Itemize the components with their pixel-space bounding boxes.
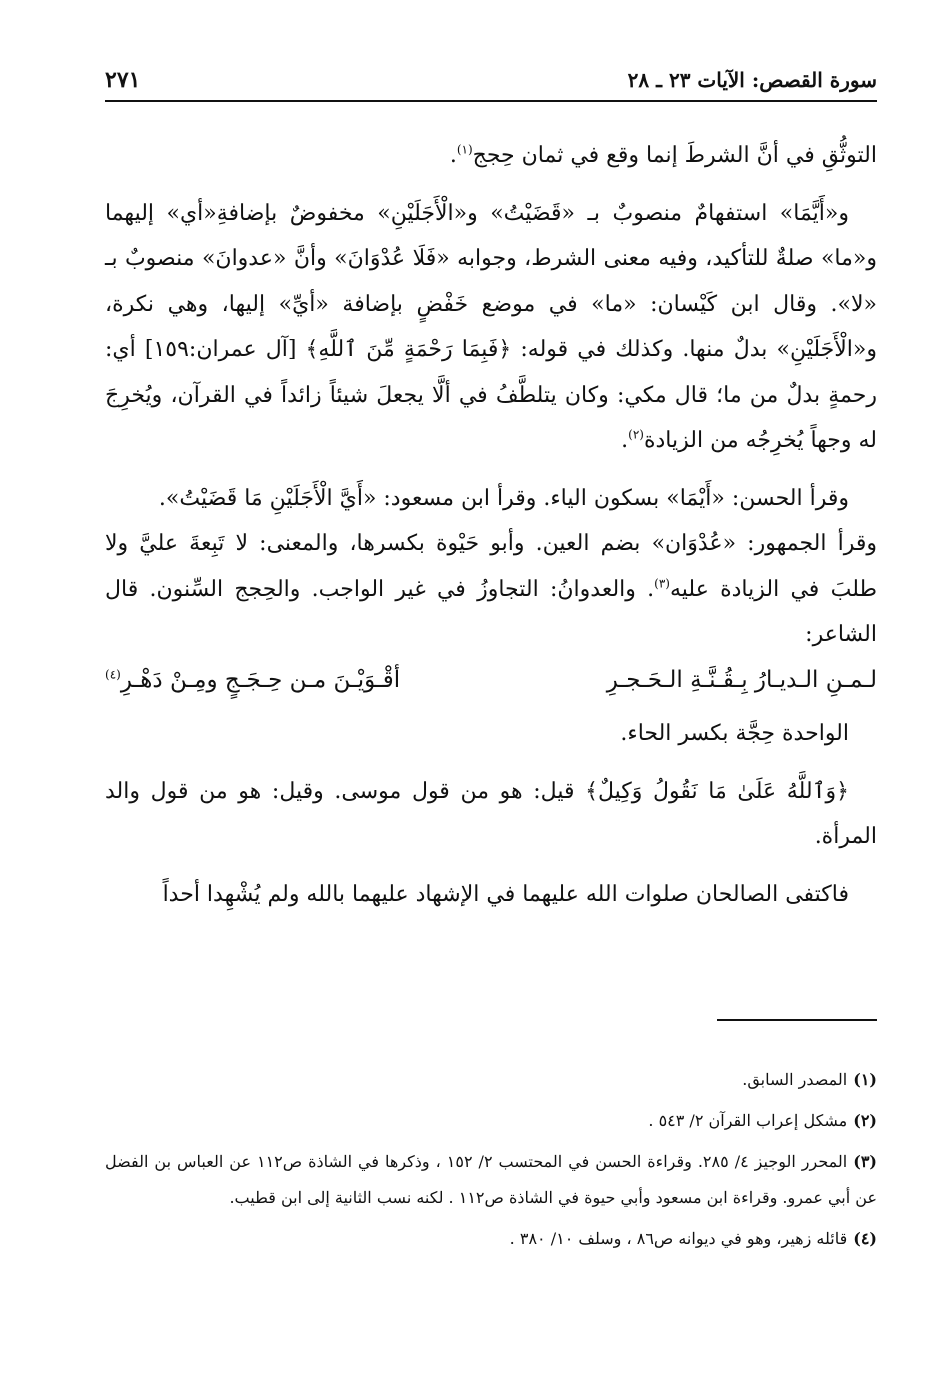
footnote-1	[105, 1062, 877, 1098]
paragraph-6: ﴿وَٱللَّهُ عَلَىٰ مَا نَقُولُ وَكِيلٌ﴾ قيل: هو من قول موسى. وقيل: هو من قول والد المرأة.	[105, 778, 877, 849]
footnote-ref-3: (٣)	[654, 576, 670, 591]
paragraph-1-end: .	[449, 143, 457, 168]
footnote-text: المصدر السابق.	[742, 1070, 848, 1089]
paragraph-4-text-b: . والعدوانُ: التجاوزُ في غير الواجب. والحِجج السِّنون. قال الشاعر:	[105, 576, 877, 647]
paragraph-4	[105, 521, 877, 658]
footnote-separator	[717, 1019, 877, 1021]
main-text	[105, 133, 877, 929]
footnote-text: المحرر الوجيز ٤/ ٢٨٥. وقراءة الحسن في المحتسب ٢/ ١٥٢ ، وذكرها في الشاذة ص١١٢ عن العباس بن الفضل عن أبي عمرو. وقراءة ابن مسعود وأبي حيوة في الشاذة ص١١٢ . لكنه نسب الثانية إلى ابن قطيب.	[105, 1152, 877, 1207]
footnote-text: قائله زهير، وهو في ديوانه ص٨٦ ، وسلف ١٠/ ٣٨٠ .	[509, 1229, 848, 1248]
footnote-2	[105, 1103, 877, 1139]
paragraph-2-end: .	[621, 428, 629, 453]
verse-hemistich-2: أقْـوَيْـنَ مـن حِـجَـجٍ ومِـنْ دَهْـرِ	[120, 666, 401, 693]
paragraph-2-text: و«أَيَّمَا» استفهامٌ منصوبٌ بـ «قَضَيْتُ» و«الْأَجَلَيْنِ» مخفوضٌ بإضافةِ«أي» إليهما و«ما» صلةٌ للتأكيد، وفيه معنى الشرط، وجوابه «فَلَا عُدْوَانَ» وأنَّ «عدوانَ» منصوبٌ بـ «لا». وقال ابن كَيْسان: «ما» في موضع خَفْضٍ بإضافة «أيِّ» إليها، وهي نكرة، و«الْأَجَلَيْنِ» بدلٌ منها. وكذلك في قوله: ﴿فَبِمَا رَحْمَةٍ مِّنَ ٱللَّهِ﴾ [آل عمران:١٥٩] أي: رحمةٍ بدلٌ من ما؛ قال مكي: وكان يتلطَّفُ في ألَّا يجعلَ شيئاً زائداً في القرآن، ويُخرِجَ له وجهاً يُخرِجُه من الزيادة	[105, 200, 877, 453]
poetry-verse	[105, 658, 877, 704]
footnote-ref-1: (١)	[456, 142, 473, 157]
footnote-number: (٤)	[853, 1229, 877, 1248]
footnote-ref-4: (٤)	[105, 666, 121, 681]
running-header	[105, 60, 877, 102]
paragraph-7: فاكتفى الصالحان صلوات الله عليهما في الإشهاد عليهما بالله ولم يُشْهِدا أحداً	[162, 881, 849, 907]
page-number: ٢٧١	[105, 67, 141, 93]
paragraph-1-text: التوثُّقِ في أنَّ الشرطَ إنما وقع في ثمان حِجج	[472, 143, 877, 168]
paragraph-5: الواحدة حِجَّة بكسر الحاء.	[620, 721, 849, 746]
footnote-number: (١)	[853, 1070, 877, 1089]
verse-hemistich-1: لـمـنِ الـديـارُ بِـقُـنَّـةِ الـحَـجـرِ	[606, 666, 877, 693]
paragraph-3: وقرأ الحسن: «أَيْمَا» بسكون الياء. وقرأ ابن مسعود: «أَيَّ الْأَجَلَيْنِ مَا قَضَيْتُ».	[158, 485, 849, 511]
footnote-text: مشكل إعراب القرآن ٢/ ٥٤٣ .	[648, 1111, 848, 1130]
verse-hemistich-2-wrap	[105, 658, 400, 704]
footnote-3	[105, 1144, 877, 1216]
paragraph-2	[105, 191, 877, 464]
footnote-number: (٣)	[853, 1152, 877, 1171]
paragraph-1	[105, 133, 877, 179]
footnote-number: (٢)	[853, 1111, 877, 1130]
surah-title: سورة القصص: الآيات ٢٣ ـ ٢٨	[627, 68, 877, 92]
paragraph-4-text-a: وقرأ الجمهور: «عُدْوَان» بضم العين. وأبو حَيْوة بكسرها، والمعنى: لا تَبِعةَ عليَّ ولا طلبَ في الزيادة عليه	[105, 531, 877, 602]
footnotes	[105, 1062, 877, 1262]
footnote-4	[105, 1221, 877, 1257]
footnote-ref-2: (٢)	[628, 427, 644, 442]
